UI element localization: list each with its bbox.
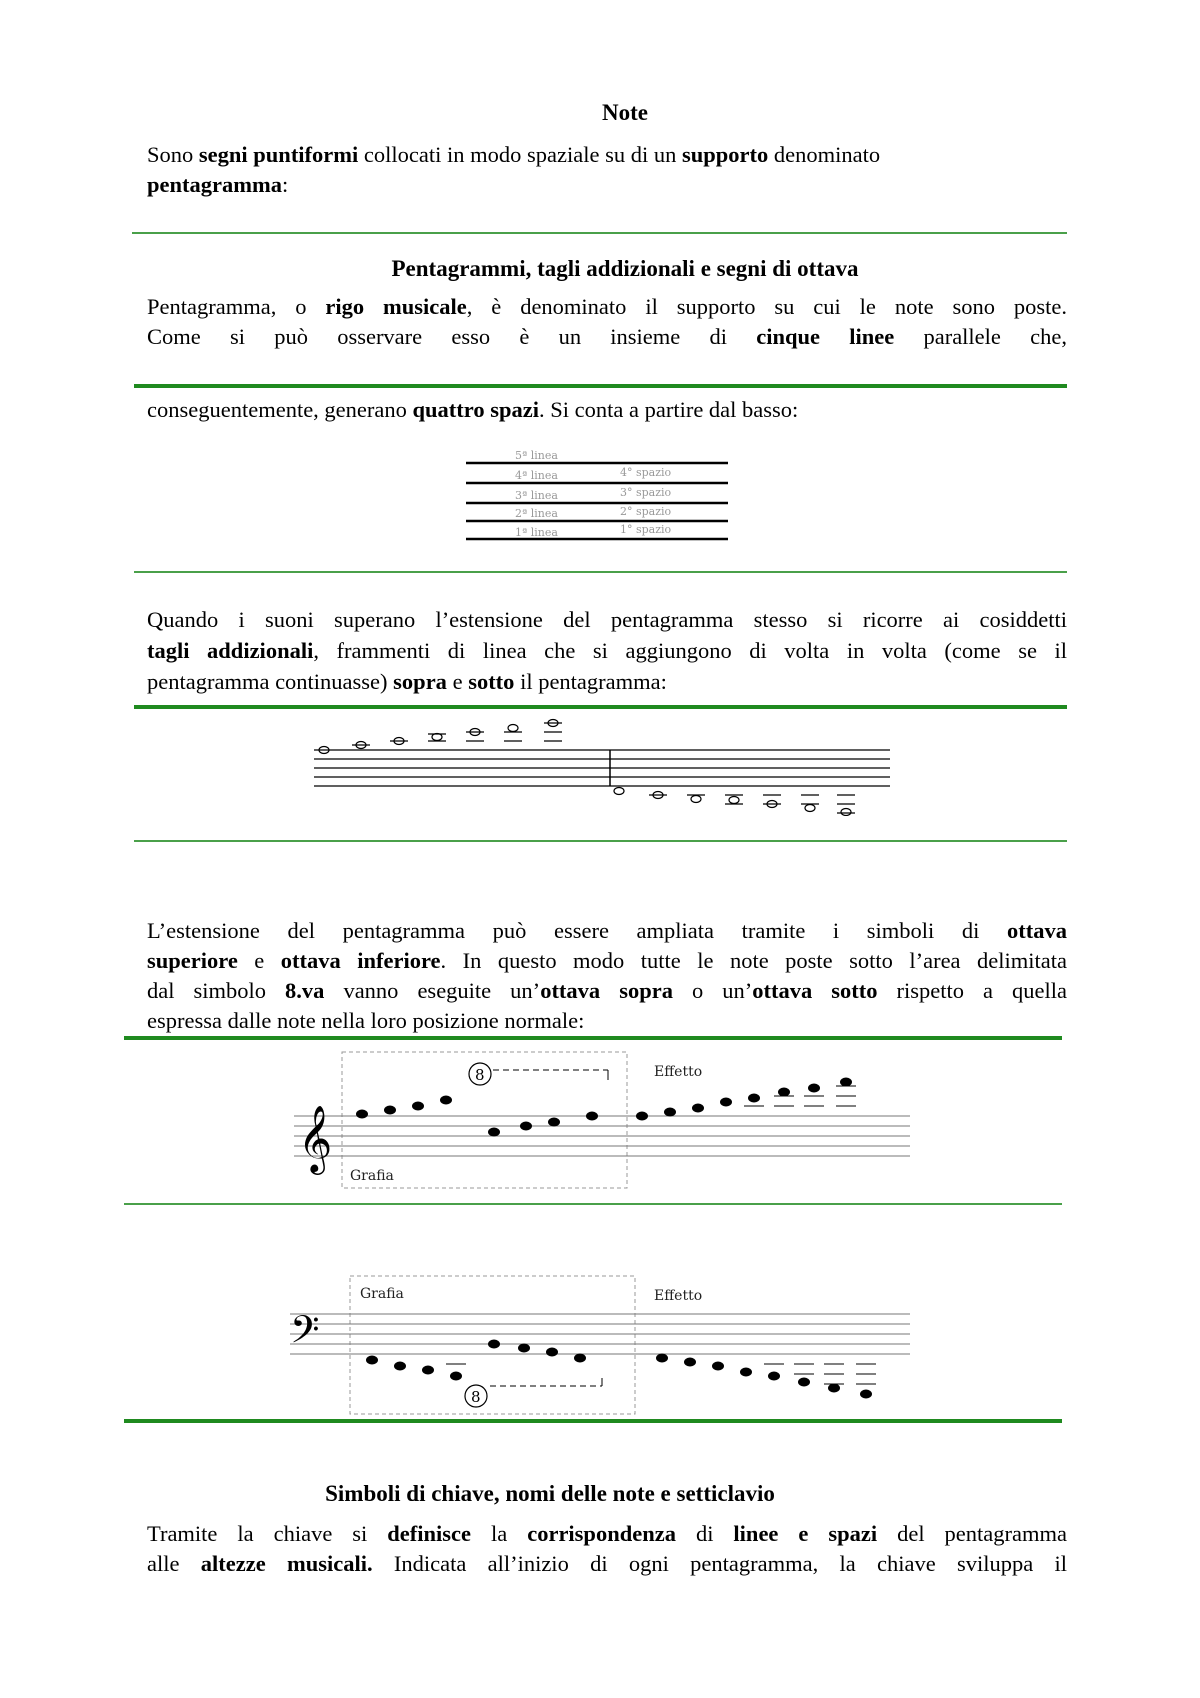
text-bold: sopra	[393, 669, 447, 694]
divider-rule	[134, 571, 1067, 573]
text-bold: corrispondenza	[527, 1521, 676, 1546]
ottava-line-1	[147, 916, 1067, 946]
divider-rule	[134, 840, 1067, 842]
tagli-line-3	[147, 667, 1067, 697]
text-bold: linee e spazi	[733, 1521, 878, 1546]
text: Quando i suoni superano l’estensione del pentagramma stesso si ricorre ai cosiddetti	[147, 607, 1067, 632]
divider-rule	[124, 1203, 1062, 1205]
ottava-line-4	[147, 1006, 1067, 1036]
text-bold: quattro spazi	[412, 397, 539, 422]
text: e	[446, 669, 469, 694]
divider-rule	[132, 232, 1067, 234]
effetto-label: Effetto	[654, 1288, 703, 1304]
text: vanno eseguite un’	[324, 978, 541, 1003]
text: Sono	[147, 142, 199, 167]
text: . In questo modo tutte le note poste sotto l’area delimitata	[440, 948, 1067, 973]
text: il pentagramma:	[514, 669, 667, 694]
text-bold: rigo musicale	[325, 294, 467, 319]
text-bold: definisce	[387, 1521, 472, 1546]
divider-rule	[124, 1419, 1062, 1423]
text-bold: cinque linee	[756, 324, 895, 349]
text-bold: segni puntiformi	[198, 142, 359, 167]
tagli-line-2	[147, 636, 1067, 666]
text: collocati in modo spaziale su di un	[358, 142, 682, 167]
treble-clef-icon: 𝄞	[298, 1104, 333, 1172]
text: L’estensione del pentagramma può essere ampliata tramite i simboli di	[147, 918, 1007, 943]
text: del pentagramma	[877, 1521, 1067, 1546]
text-bold: sotto	[468, 669, 515, 694]
pentagrammi-line-2	[147, 322, 1067, 352]
staff-label-space: 1° spazio	[620, 523, 672, 536]
staff-label-line: 5ª linea	[515, 449, 558, 462]
text: di	[675, 1521, 734, 1546]
text: conseguentemente, generano	[147, 397, 413, 422]
text-bold: ottava sotto	[752, 978, 878, 1003]
staff-label-line: 1ª linea	[515, 526, 558, 539]
pentagrammi-line-3	[147, 395, 1067, 425]
text: dal simbolo	[147, 978, 286, 1003]
text-bold: ottava	[1007, 918, 1067, 943]
tagli-line-1	[147, 605, 1067, 635]
text: parallele che,	[894, 324, 1067, 349]
staff-label-line: 2ª linea	[515, 507, 558, 520]
text-bold: tagli addizionali	[147, 638, 314, 663]
staff-label-line: 4ª linea	[515, 469, 558, 482]
text: Tramite la chiave si	[147, 1521, 388, 1546]
text: rispetto a quella	[877, 978, 1068, 1003]
section-title-pentagrammi: Pentagrammi, tagli addizionali e segni di ottava	[391, 256, 859, 281]
text: Come si può osservare esso è un insieme di	[147, 324, 757, 349]
text: o un’	[672, 978, 753, 1003]
chiave-line-2	[147, 1549, 1067, 1579]
text: Indicata all’inizio di ogni pentagramma, la chiave sviluppa il	[372, 1551, 1067, 1576]
divider-rule	[134, 384, 1067, 388]
text: e	[237, 948, 281, 973]
ottava-line-3	[147, 976, 1067, 1006]
grafia-label: Grafia	[360, 1286, 404, 1302]
ottava-treble-figure	[290, 1046, 920, 1196]
text: , è denominato il supporto su cui le note sono poste.	[466, 294, 1067, 319]
chiave-line-1	[147, 1519, 1067, 1549]
text-bold: supporto	[681, 142, 769, 167]
divider-rule	[134, 705, 1067, 709]
section-title-note: Note	[602, 100, 648, 125]
text: denominato	[768, 142, 881, 167]
staff-lines-spaces-figure	[460, 448, 740, 548]
text-bold: ottava inferiore	[280, 948, 441, 973]
text: . Si conta a partire dal basso:	[539, 397, 799, 422]
section-title-chiave: Simboli di chiave, nomi delle note e setticlavio	[325, 1481, 775, 1506]
ottava-bass-figure	[290, 1270, 920, 1420]
text: pentagramma continuasse)	[147, 669, 394, 694]
text-bold: pentagramma	[147, 172, 282, 197]
text: espressa dalle note nella loro posizione normale:	[147, 1008, 585, 1033]
grafia-label: Grafia	[350, 1168, 394, 1184]
ledger-lines-figure	[310, 716, 900, 816]
ottava-line-2	[147, 946, 1067, 976]
text: la	[471, 1521, 528, 1546]
divider-rule	[124, 1036, 1062, 1040]
staff-label-space: 4° spazio	[620, 466, 672, 479]
text-bold: ottava sopra	[540, 978, 673, 1003]
paragraph-note	[147, 140, 1067, 200]
octave-label: 8	[475, 1066, 485, 1084]
text-bold: 8.va	[285, 978, 325, 1003]
text: :	[281, 172, 289, 197]
pentagrammi-line-1	[147, 292, 1067, 322]
text: alle	[147, 1551, 201, 1576]
text-bold: altezze musicali.	[200, 1551, 373, 1576]
octave-label: 8	[471, 1388, 481, 1406]
staff-label-space: 3° spazio	[620, 486, 672, 499]
text: Pentagramma, o	[147, 294, 326, 319]
text-bold: superiore	[147, 948, 238, 973]
bass-clef-icon: 𝄢	[290, 1307, 320, 1361]
text: , frammenti di linea che si aggiungono di volta in volta (come se il	[313, 638, 1068, 663]
effetto-label: Effetto	[654, 1064, 703, 1080]
staff-label-space: 2° spazio	[620, 505, 672, 518]
staff-label-line: 3ª linea	[515, 489, 558, 502]
